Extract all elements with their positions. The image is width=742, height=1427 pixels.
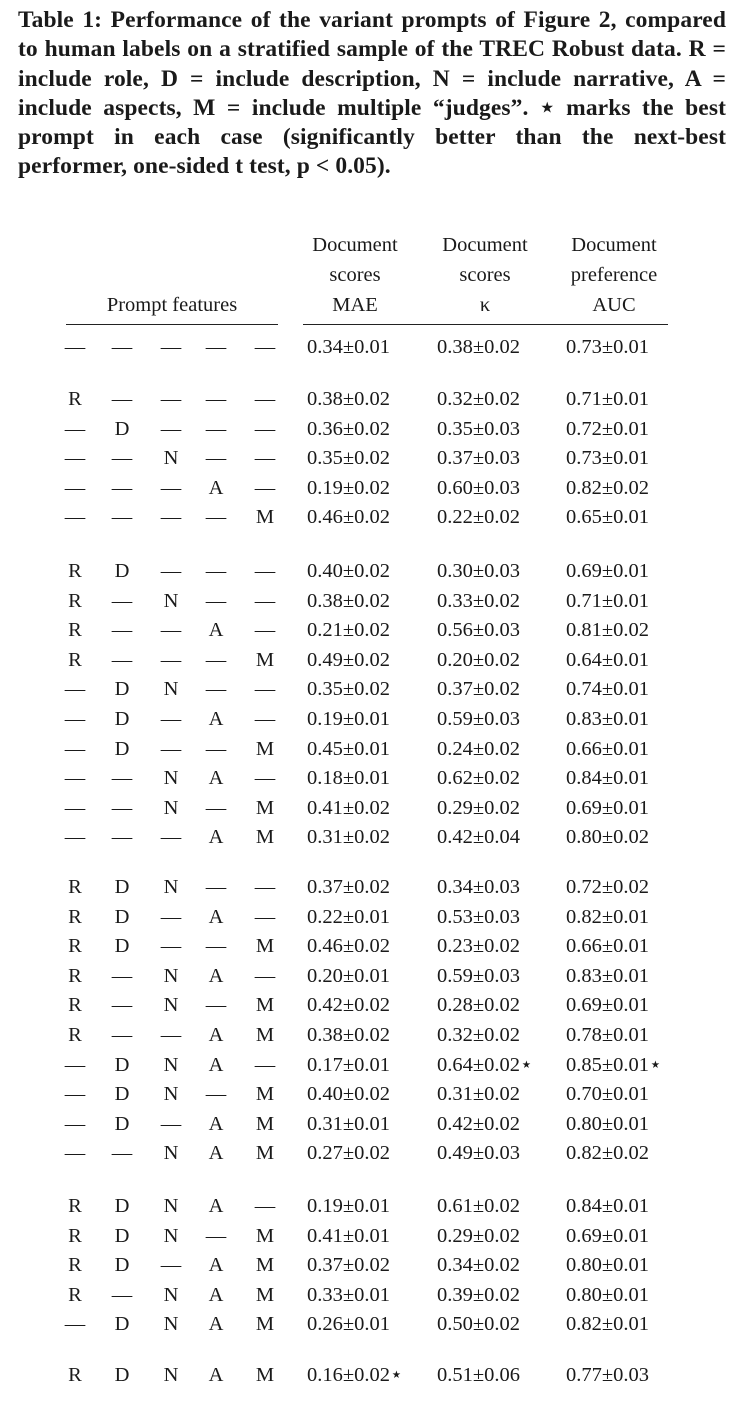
- auc-cell: 0.73±0.01: [566, 447, 650, 470]
- mae-cell: 0.41±0.02: [307, 796, 391, 819]
- feature-cell: —: [160, 905, 182, 928]
- feature-cell: —: [160, 417, 182, 440]
- feature-cell: R: [68, 1224, 82, 1247]
- auc-cell: 0.80±0.02: [566, 826, 650, 849]
- header-mae: [296, 230, 414, 320]
- feature-cell: —: [64, 336, 86, 358]
- auc-cell: 0.78±0.01: [566, 1024, 650, 1046]
- feature-cell: —: [111, 619, 133, 642]
- feature-cell: M: [255, 1364, 275, 1386]
- mae-cell: 0.41±0.01: [307, 1224, 391, 1247]
- feature-cell: —: [111, 767, 133, 790]
- feature-cell: —: [111, 1283, 133, 1306]
- kappa-cell: 0.59±0.03: [437, 708, 521, 730]
- feature-cell: A: [208, 708, 224, 730]
- kappa-cell: 0.29±0.02: [437, 796, 521, 819]
- mae-cell: 0.33±0.01: [307, 1283, 391, 1306]
- feature-cell: R: [68, 905, 82, 928]
- auc-cell: 0.81±0.02: [566, 619, 650, 642]
- header-mae-line2: scores: [329, 264, 381, 286]
- feature-cell: —: [160, 336, 182, 358]
- feature-cell: R: [68, 648, 82, 671]
- mae-cell: 0.18±0.01: [307, 767, 391, 790]
- feature-cell: N: [163, 876, 179, 898]
- feature-cell: —: [160, 826, 182, 849]
- feature-cell: —: [160, 476, 182, 499]
- mae-cell: 0.35±0.02: [307, 678, 391, 701]
- mae-cell: 0.34±0.01: [307, 336, 391, 358]
- feature-cell: M: [255, 1254, 275, 1277]
- feature-cell: A: [208, 1142, 224, 1165]
- feature-cell: A: [208, 826, 224, 849]
- feature-cell: N: [163, 1313, 179, 1336]
- feature-cell: —: [111, 826, 133, 849]
- feature-cell: —: [254, 589, 276, 612]
- mae-cell: 0.31±0.02: [307, 826, 391, 849]
- auc-cell: 0.82±0.02: [566, 476, 650, 499]
- feature-cell: R: [68, 1254, 82, 1277]
- feature-cell: —: [205, 1224, 227, 1247]
- kappa-cell: 0.34±0.03: [437, 876, 521, 898]
- feature-cell: R: [68, 1364, 82, 1386]
- feature-cell: —: [205, 935, 227, 958]
- auc-cell: 0.83±0.01: [566, 708, 650, 730]
- kappa-cell: 0.32±0.02: [437, 388, 521, 410]
- feature-cell: D: [114, 560, 130, 582]
- kappa-cell: 0.23±0.02: [437, 935, 521, 958]
- feature-cell: M: [255, 994, 275, 1017]
- mae-cell: 0.17±0.01: [307, 1053, 391, 1076]
- feature-cell: —: [64, 476, 86, 499]
- feature-cell: N: [163, 1142, 179, 1165]
- header-kappa-line1: Document: [442, 234, 528, 256]
- feature-cell: N: [163, 767, 179, 790]
- feature-cell: N: [163, 447, 179, 470]
- feature-cell: —: [111, 648, 133, 671]
- feature-cell: —: [64, 1313, 86, 1336]
- feature-cell: N: [163, 796, 179, 819]
- feature-cell: —: [160, 560, 182, 582]
- kappa-cell: 0.38±0.02: [437, 336, 521, 358]
- mae-cell: 0.46±0.02: [307, 935, 391, 958]
- mae-cell: 0.40±0.02: [307, 560, 391, 582]
- feature-cell: —: [254, 336, 276, 358]
- feature-cell: R: [68, 1024, 82, 1046]
- feature-cell: —: [64, 767, 86, 790]
- kappa-cell: 0.29±0.02: [437, 1224, 521, 1247]
- feature-cell: —: [205, 994, 227, 1017]
- kappa-cell: 0.37±0.02: [437, 678, 521, 701]
- feature-cell: —: [205, 388, 227, 410]
- feature-cell: M: [255, 1024, 275, 1046]
- feature-cell: —: [205, 737, 227, 760]
- feature-cell: —: [160, 1112, 182, 1135]
- mae-cell: 0.27±0.02: [307, 1142, 391, 1165]
- auc-cell: 0.84±0.01: [566, 1195, 650, 1217]
- auc-cell: 0.69±0.01: [566, 796, 650, 819]
- kappa-cell: 0.60±0.03: [437, 476, 521, 499]
- auc-cell: 0.83±0.01: [566, 964, 650, 987]
- kappa-cell: 0.53±0.03: [437, 905, 521, 928]
- auc-cell: 0.69±0.01: [566, 1224, 650, 1247]
- mae-cell: 0.45±0.01: [307, 737, 391, 760]
- feature-cell: —: [205, 678, 227, 701]
- auc-cell: 0.71±0.01: [566, 589, 650, 612]
- feature-cell: —: [160, 388, 182, 410]
- mae-cell: 0.22±0.01: [307, 905, 391, 928]
- mae-cell: 0.38±0.02: [307, 388, 391, 410]
- feature-cell: —: [254, 876, 276, 898]
- header-prompt-features-label: Prompt features: [106, 294, 238, 316]
- feature-cell: —: [205, 560, 227, 582]
- auc-cell: 0.64±0.01: [566, 648, 650, 671]
- feature-cell: R: [68, 935, 82, 958]
- mae-cell: 0.31±0.01: [307, 1112, 391, 1135]
- kappa-cell: 0.50±0.02: [437, 1313, 521, 1336]
- feature-cell: —: [111, 1024, 133, 1046]
- feature-cell: R: [68, 1195, 82, 1217]
- feature-cell: A: [208, 1195, 224, 1217]
- feature-cell: D: [114, 1195, 130, 1217]
- auc-cell: 0.73±0.01: [566, 336, 650, 358]
- header-mae-line3: MAE: [332, 294, 378, 316]
- feature-cell: N: [163, 1053, 179, 1076]
- kappa-cell: 0.42±0.04: [437, 826, 521, 849]
- mae-cell: 0.35±0.02: [307, 447, 391, 470]
- feature-cell: A: [208, 1024, 224, 1046]
- kappa-cell: 0.20±0.02: [437, 648, 521, 671]
- feature-cell: —: [111, 388, 133, 410]
- feature-cell: —: [64, 1053, 86, 1076]
- feature-cell: —: [111, 796, 133, 819]
- auc-cell: 0.69±0.01: [566, 560, 650, 582]
- feature-cell: M: [255, 826, 275, 849]
- mae-cell: 0.49±0.02: [307, 648, 391, 671]
- kappa-cell: 0.49±0.03: [437, 1142, 521, 1165]
- feature-cell: M: [255, 1313, 275, 1336]
- header-auc-line3: AUC: [592, 294, 636, 316]
- feature-cell: —: [160, 935, 182, 958]
- kappa-cell: 0.32±0.02: [437, 1024, 521, 1046]
- feature-cell: —: [254, 1053, 276, 1076]
- kappa-cell: 0.24±0.02: [437, 737, 521, 760]
- feature-cell: N: [163, 994, 179, 1017]
- kappa-cell: 0.39±0.02: [437, 1283, 521, 1306]
- feature-cell: M: [255, 935, 275, 958]
- feature-cell: —: [160, 1254, 182, 1277]
- kappa-cell: 0.62±0.02: [437, 767, 521, 790]
- feature-cell: D: [114, 737, 130, 760]
- feature-cell: A: [208, 905, 224, 928]
- feature-cell: M: [255, 1283, 275, 1306]
- feature-cell: N: [163, 1224, 179, 1247]
- feature-cell: R: [68, 1283, 82, 1306]
- feature-cell: —: [64, 796, 86, 819]
- auc-cell: 0.82±0.02: [566, 1142, 650, 1165]
- feature-cell: M: [255, 1112, 275, 1135]
- kappa-cell: 0.42±0.02: [437, 1112, 521, 1135]
- header-auc-line1: Document: [571, 234, 657, 256]
- feature-cell: —: [205, 336, 227, 358]
- mae-cell: 0.36±0.02: [307, 417, 391, 440]
- header-rule-features: [66, 324, 278, 325]
- auc-cell: 0.72±0.01: [566, 417, 650, 440]
- kappa-cell: 0.37±0.03: [437, 447, 521, 470]
- feature-cell: —: [64, 1112, 86, 1135]
- mae-cell: 0.38±0.02: [307, 1024, 391, 1046]
- kappa-cell: 0.22±0.02: [437, 506, 521, 529]
- mae-cell: 0.19±0.01: [307, 708, 391, 730]
- auc-cell: 0.80±0.01: [566, 1283, 650, 1306]
- header-kappa-line3: κ: [479, 294, 491, 316]
- feature-cell: D: [114, 678, 130, 701]
- mae-cell: 0.19±0.02: [307, 476, 391, 499]
- feature-cell: A: [208, 476, 224, 499]
- feature-cell: A: [208, 1254, 224, 1277]
- auc-cell: 0.77±0.03: [566, 1364, 650, 1386]
- kappa-cell: 0.35±0.03: [437, 417, 521, 440]
- feature-cell: —: [205, 589, 227, 612]
- feature-cell: —: [64, 417, 86, 440]
- feature-cell: A: [208, 619, 224, 642]
- kappa-cell: 0.31±0.02: [437, 1083, 521, 1106]
- feature-cell: R: [68, 964, 82, 987]
- feature-cell: D: [114, 708, 130, 730]
- feature-cell: —: [160, 506, 182, 529]
- kappa-cell: 0.28±0.02: [437, 994, 521, 1017]
- header-auc: [552, 230, 676, 320]
- feature-cell: —: [64, 1083, 86, 1106]
- feature-cell: N: [163, 1283, 179, 1306]
- feature-cell: —: [205, 796, 227, 819]
- feature-cell: —: [254, 619, 276, 642]
- feature-cell: D: [114, 935, 130, 958]
- mae-cell: 0.37±0.02: [307, 876, 391, 898]
- feature-cell: A: [208, 767, 224, 790]
- feature-cell: —: [160, 737, 182, 760]
- feature-cell: —: [205, 876, 227, 898]
- feature-cell: —: [64, 826, 86, 849]
- kappa-cell: 0.34±0.02: [437, 1254, 521, 1277]
- feature-cell: D: [114, 1224, 130, 1247]
- mae-cell: 0.42±0.02: [307, 994, 391, 1017]
- feature-cell: M: [255, 1083, 275, 1106]
- mae-cell: 0.20±0.01: [307, 964, 391, 987]
- feature-cell: D: [114, 1254, 130, 1277]
- auc-cell: 0.71±0.01: [566, 388, 650, 410]
- feature-cell: D: [114, 417, 130, 440]
- feature-cell: —: [254, 447, 276, 470]
- feature-cell: A: [208, 964, 224, 987]
- feature-cell: —: [254, 417, 276, 440]
- auc-cell: 0.80±0.01: [566, 1254, 650, 1277]
- feature-cell: —: [111, 336, 133, 358]
- feature-cell: R: [68, 560, 82, 582]
- kappa-cell: 0.30±0.03: [437, 560, 521, 582]
- feature-cell: M: [255, 796, 275, 819]
- feature-cell: —: [111, 447, 133, 470]
- feature-cell: —: [64, 678, 86, 701]
- mae-cell: 0.26±0.01: [307, 1313, 391, 1336]
- feature-cell: D: [114, 1083, 130, 1106]
- table-caption: Table 1: Performance of the variant prompts of Figure 2, compared to human labels on a stratified sample of the TREC Robust data. R = include role, D = include description, N = include narrative, A = include aspects, M = include multiple “judges”. ⋆ marks the best prompt in each case (significantly better than the next-best performer, one-sided t test, p < 0.05).: [18, 7, 726, 180]
- header-rule-results: [303, 324, 668, 325]
- feature-cell: R: [68, 589, 82, 612]
- feature-cell: —: [254, 708, 276, 730]
- header-kappa: [426, 230, 544, 320]
- feature-cell: —: [254, 964, 276, 987]
- feature-cell: D: [114, 905, 130, 928]
- header-mae-line1: Document: [312, 234, 398, 256]
- feature-cell: N: [163, 964, 179, 987]
- feature-cell: R: [68, 876, 82, 898]
- feature-cell: —: [254, 678, 276, 701]
- kappa-cell: 0.56±0.03: [437, 619, 521, 642]
- feature-cell: A: [208, 1364, 224, 1386]
- feature-cell: —: [111, 1142, 133, 1165]
- feature-cell: —: [160, 619, 182, 642]
- feature-cell: —: [111, 476, 133, 499]
- mae-cell: 0.40±0.02: [307, 1083, 391, 1106]
- feature-cell: —: [254, 1195, 276, 1217]
- feature-cell: D: [114, 1364, 130, 1386]
- feature-cell: D: [114, 1053, 130, 1076]
- feature-cell: N: [163, 1083, 179, 1106]
- feature-cell: —: [111, 994, 133, 1017]
- feature-cell: N: [163, 1195, 179, 1217]
- mae-cell: 0.21±0.02: [307, 619, 391, 642]
- auc-cell: 0.82±0.01: [566, 905, 650, 928]
- feature-cell: —: [205, 648, 227, 671]
- feature-cell: —: [111, 964, 133, 987]
- header-kappa-line2: scores: [459, 264, 511, 286]
- kappa-cell: 0.51±0.06: [437, 1364, 521, 1386]
- feature-cell: M: [255, 1142, 275, 1165]
- auc-cell: 0.66±0.01: [566, 737, 650, 760]
- auc-cell: 0.82±0.01: [566, 1313, 650, 1336]
- mae-cell: 0.38±0.02: [307, 589, 391, 612]
- feature-cell: —: [254, 905, 276, 928]
- feature-cell: —: [64, 1142, 86, 1165]
- mae-cell: 0.37±0.02: [307, 1254, 391, 1277]
- kappa-cell: 0.64±0.02⋆: [437, 1053, 533, 1076]
- auc-cell: 0.74±0.01: [566, 678, 650, 701]
- feature-cell: D: [114, 1313, 130, 1336]
- feature-cell: M: [255, 737, 275, 760]
- feature-cell: —: [254, 476, 276, 499]
- auc-cell: 0.70±0.01: [566, 1083, 650, 1106]
- feature-cell: —: [64, 708, 86, 730]
- feature-cell: —: [160, 708, 182, 730]
- auc-cell: 0.66±0.01: [566, 935, 650, 958]
- feature-cell: —: [160, 1024, 182, 1046]
- feature-cell: A: [208, 1112, 224, 1135]
- feature-cell: A: [208, 1283, 224, 1306]
- auc-cell: 0.72±0.02: [566, 876, 650, 898]
- mae-cell: 0.16±0.02⋆: [307, 1364, 403, 1386]
- feature-cell: —: [160, 648, 182, 671]
- feature-cell: D: [114, 876, 130, 898]
- auc-cell: 0.80±0.01: [566, 1112, 650, 1135]
- header-prompt-features: [66, 290, 278, 320]
- feature-cell: A: [208, 1313, 224, 1336]
- kappa-cell: 0.61±0.02: [437, 1195, 521, 1217]
- feature-cell: N: [163, 589, 179, 612]
- feature-cell: —: [254, 767, 276, 790]
- auc-cell: 0.69±0.01: [566, 994, 650, 1017]
- mae-cell: 0.46±0.02: [307, 506, 391, 529]
- auc-cell: 0.65±0.01: [566, 506, 650, 529]
- feature-cell: —: [111, 589, 133, 612]
- feature-cell: —: [254, 560, 276, 582]
- feature-cell: —: [205, 417, 227, 440]
- feature-cell: N: [163, 678, 179, 701]
- feature-cell: —: [205, 506, 227, 529]
- feature-cell: R: [68, 994, 82, 1017]
- feature-cell: M: [255, 648, 275, 671]
- feature-cell: R: [68, 619, 82, 642]
- kappa-cell: 0.59±0.03: [437, 964, 521, 987]
- feature-cell: —: [111, 506, 133, 529]
- mae-cell: 0.19±0.01: [307, 1195, 391, 1217]
- feature-cell: —: [64, 737, 86, 760]
- feature-cell: A: [208, 1053, 224, 1076]
- feature-cell: M: [255, 506, 275, 529]
- feature-cell: M: [255, 1224, 275, 1247]
- feature-cell: —: [254, 388, 276, 410]
- header-auc-line2: preference: [570, 264, 658, 286]
- auc-cell: 0.85±0.01⋆: [566, 1053, 662, 1076]
- feature-cell: D: [114, 1112, 130, 1135]
- auc-cell: 0.84±0.01: [566, 767, 650, 790]
- feature-cell: N: [163, 1364, 179, 1386]
- feature-cell: —: [64, 447, 86, 470]
- feature-cell: —: [64, 506, 86, 529]
- feature-cell: R: [68, 388, 82, 410]
- feature-cell: —: [205, 447, 227, 470]
- feature-cell: —: [205, 1083, 227, 1106]
- kappa-cell: 0.33±0.02: [437, 589, 521, 612]
